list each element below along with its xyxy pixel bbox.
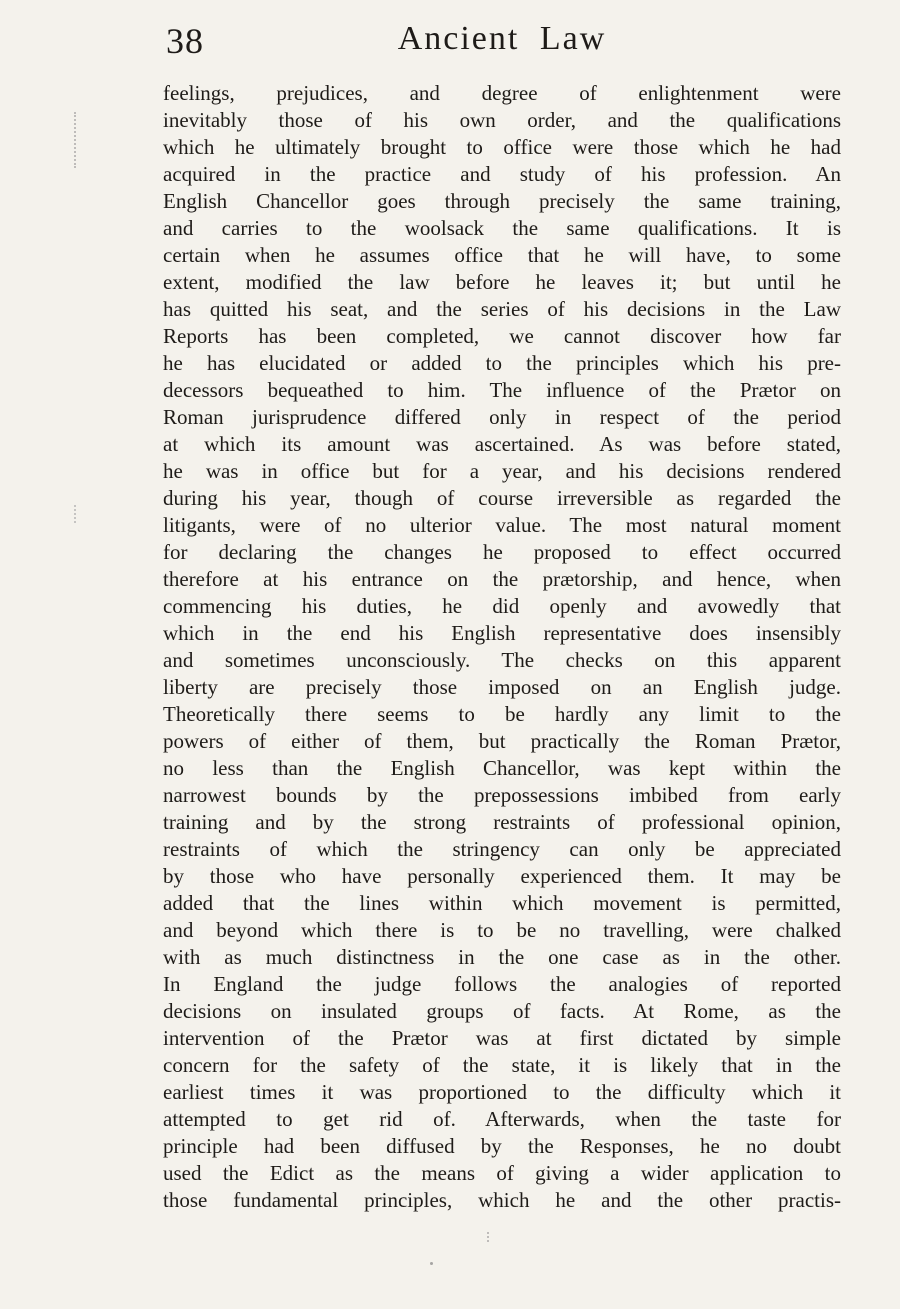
scan-artifact bbox=[487, 1232, 491, 1242]
text-line: and carries to the woolsack the same qualifications. It is bbox=[163, 216, 841, 240]
text-line: litigants, were of no ulterior value. The most natural moment bbox=[163, 513, 841, 537]
text-line: Roman jurisprudence differed only in respect of the period bbox=[163, 405, 841, 429]
scan-artifact bbox=[74, 505, 78, 523]
text-line: which in the end his English representative does insensibly bbox=[163, 621, 841, 645]
text-line: added that the lines within which movement is permitted, bbox=[163, 891, 841, 915]
text-line: certain when he assumes office that he will have, to some bbox=[163, 243, 841, 267]
text-line: earliest times it was proportioned to the difficulty which it bbox=[163, 1080, 841, 1104]
text-line: extent, modified the law before he leaves it; but until he bbox=[163, 270, 841, 294]
text-line: attempted to get rid of. Afterwards, when the taste for bbox=[163, 1107, 841, 1131]
text-line: he was in office but for a year, and his decisions rendered bbox=[163, 459, 841, 483]
scan-artifact bbox=[74, 112, 78, 168]
text-line: powers of either of them, but practically the Roman Prætor, bbox=[163, 729, 841, 753]
text-line: therefore at his entrance on the prætorship, and hence, when bbox=[163, 567, 841, 591]
text-line: acquired in the practice and study of his profession. An bbox=[163, 162, 841, 186]
text-line: no less than the English Chancellor, was kept within the bbox=[163, 756, 841, 780]
text-line: restraints of which the stringency can only be appreciated bbox=[163, 837, 841, 861]
text-line: training and by the strong restraints of professional opinion, bbox=[163, 810, 841, 834]
text-line: with as much distinctness in the one case as in the other. bbox=[163, 945, 841, 969]
text-line: narrowest bounds by the prepossessions imbibed from early bbox=[163, 783, 841, 807]
text-line: Theoretically there seems to be hardly any limit to the bbox=[163, 702, 841, 726]
text-line: and beyond which there is to be no travelling, were chalked bbox=[163, 918, 841, 942]
text-line: decisions on insulated groups of facts. At Rome, as the bbox=[163, 999, 841, 1023]
text-line: commencing his duties, he did openly and avowedly that bbox=[163, 594, 841, 618]
text-line: English Chancellor goes through precisely the same training, bbox=[163, 189, 841, 213]
text-line: at which its amount was ascertained. As was before stated, bbox=[163, 432, 841, 456]
scan-artifact bbox=[430, 1262, 433, 1265]
text-line: used the Edict as the means of giving a wider application to bbox=[163, 1161, 841, 1185]
text-line: during his year, though of course irreversible as regarded the bbox=[163, 486, 841, 510]
page-number: 38 bbox=[166, 21, 204, 61]
text-line: principle had been diffused by the Responses, he no doubt bbox=[163, 1134, 841, 1158]
text-line: which he ultimately brought to office were those which he had bbox=[163, 135, 841, 159]
text-line: by those who have personally experienced them. It may be bbox=[163, 864, 841, 888]
text-line: intervention of the Prætor was at first dictated by simple bbox=[163, 1026, 841, 1050]
text-line: concern for the safety of the state, it is likely that in the bbox=[163, 1053, 841, 1077]
text-line: those fundamental principles, which he and the other practis- bbox=[163, 1188, 841, 1212]
page-title: Ancient Law bbox=[397, 20, 607, 57]
text-line: he has elucidated or added to the principles which his pre- bbox=[163, 351, 841, 375]
text-line: for declaring the changes he proposed to effect occurred bbox=[163, 540, 841, 564]
text-line: has quitted his seat, and the series of his decisions in the Law bbox=[163, 297, 841, 321]
text-line: feelings, prejudices, and degree of enlightenment were bbox=[163, 81, 841, 105]
body-text bbox=[163, 80, 841, 1214]
text-line: liberty are precisely those imposed on an English judge. bbox=[163, 675, 841, 699]
text-line: inevitably those of his own order, and the qualifications bbox=[163, 108, 841, 132]
text-line: In England the judge follows the analogies of reported bbox=[163, 972, 841, 996]
text-line: Reports has been completed, we cannot discover how far bbox=[163, 324, 841, 348]
text-line: and sometimes unconsciously. The checks on this apparent bbox=[163, 648, 841, 672]
text-line: decessors bequeathed to him. The influence of the Prætor on bbox=[163, 378, 841, 402]
